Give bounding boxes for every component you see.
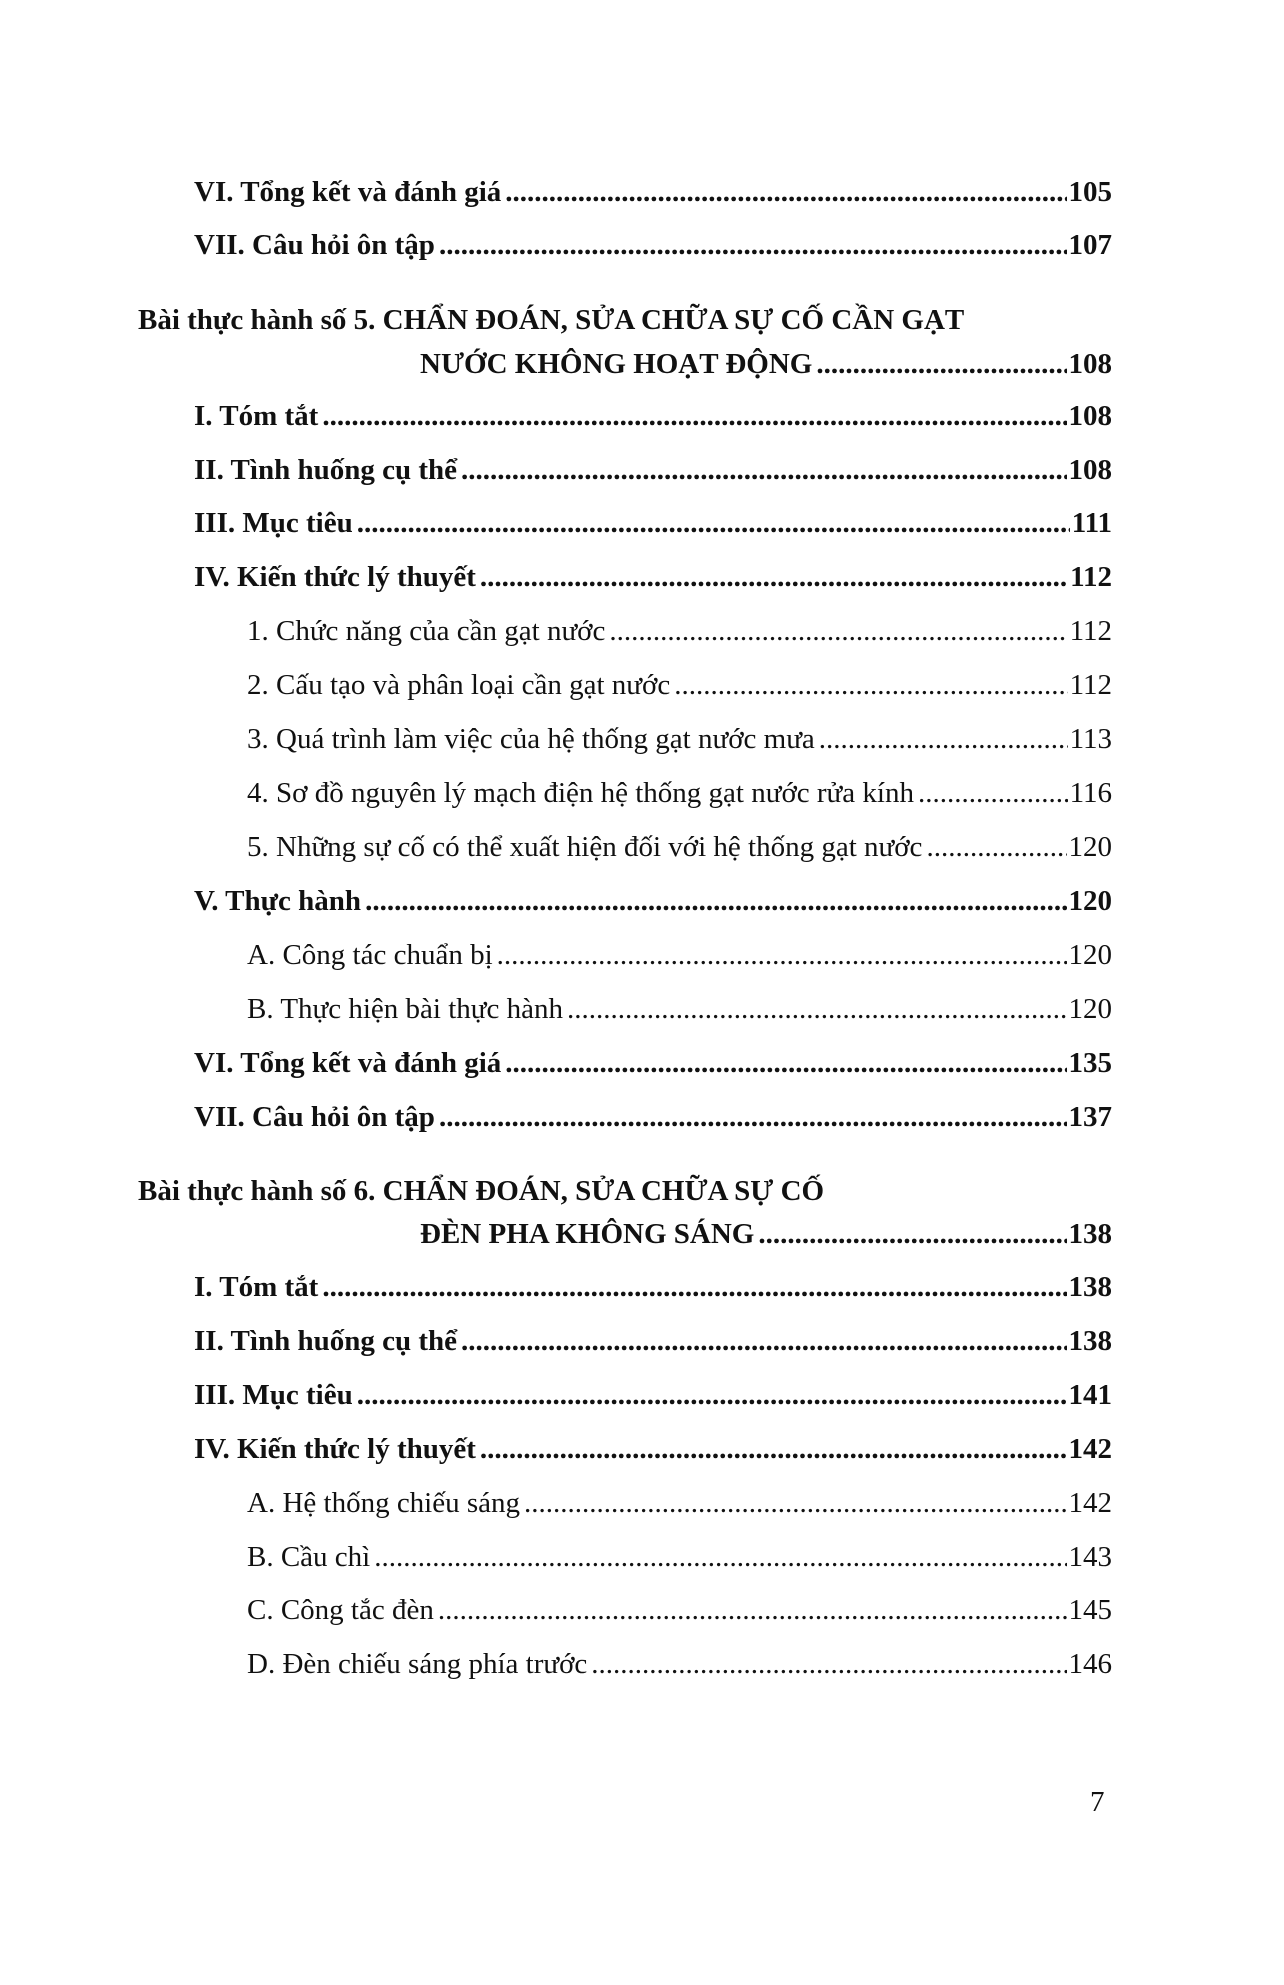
toc-entry[interactable] [194,1323,1112,1359]
toc-entry-label: B. Cầu chì [247,1541,371,1573]
toc-entry-label: VII. Câu hỏi ôn tập [194,229,435,261]
section-5-heading[interactable]: Bài thực hành số 5. CHẨN ĐOÁN, SỬA CHỮA SỰ CỐ CẦN GẠT [138,304,965,336]
toc-entry-label: A. Công tác chuẩn bị [247,939,493,971]
dot-leader [357,505,1070,541]
section-5-heading-continuation[interactable] [420,346,1112,382]
dot-leader [674,667,1067,703]
toc-entry-page: 146 [1068,1648,1112,1680]
toc-entry-label: VII. Câu hỏi ôn tập [194,1101,435,1133]
dot-leader [609,613,1067,649]
toc-entry[interactable] [194,559,1112,595]
toc-entry-page: 141 [1068,1379,1112,1411]
toc-entry[interactable] [194,452,1112,488]
toc-entry-label: IV. Kiến thức lý thuyết [194,1433,476,1465]
dot-leader [918,775,1068,811]
toc-entry-label: IV. Kiến thức lý thuyết [194,561,476,593]
dot-leader [322,398,1066,434]
toc-entry-page: 116 [1069,777,1112,809]
toc-subentry[interactable] [247,829,1112,865]
toc-entry-page: 142 [1068,1433,1112,1465]
toc-subentry[interactable] [247,721,1112,757]
toc-entry-label: I. Tóm tắt [194,400,319,432]
toc-entry-label: III. Mục tiêu [194,1379,353,1411]
toc-entry-page: 112 [1069,669,1112,701]
toc-entry-page: 138 [1068,1271,1112,1303]
toc-entry-page: 145 [1068,1594,1112,1626]
toc-entry[interactable] [194,1045,1112,1081]
dot-leader [758,1216,1066,1252]
dot-leader [505,174,1066,210]
dot-leader [524,1485,1066,1521]
toc-entry-page: 111 [1071,507,1112,539]
toc-entry-page: 143 [1068,1541,1112,1573]
toc-entry[interactable] [194,1269,1112,1305]
dot-leader [591,1646,1066,1682]
dot-leader [461,452,1067,488]
toc-entry[interactable] [194,227,1112,263]
dot-leader [567,991,1067,1027]
toc-entry-page: 108 [1068,454,1112,486]
toc-entry-page: 112 [1070,561,1112,593]
toc-entry[interactable] [194,883,1112,919]
toc-entry-label: VI. Tổng kết và đánh giá [194,1047,502,1079]
dot-leader [322,1269,1066,1305]
toc-subentry[interactable] [247,1485,1112,1521]
dot-leader [374,1539,1066,1575]
dot-leader [357,1377,1067,1413]
dot-leader [505,1045,1066,1081]
toc-subentry[interactable] [247,775,1112,811]
toc-entry-label: VI. Tổng kết và đánh giá [194,176,502,208]
dot-leader [365,883,1066,919]
toc-entry[interactable] [194,398,1112,434]
toc-entry[interactable] [194,174,1112,210]
toc-entry-page: 112 [1069,615,1112,647]
section-6-heading-continuation[interactable] [420,1216,1112,1252]
dot-leader [438,1592,1067,1628]
toc-entry-page: 120 [1068,939,1112,971]
toc-entry-page: 142 [1068,1487,1112,1519]
toc-entry-label: A. Hệ thống chiếu sáng [247,1487,521,1519]
toc-subentry[interactable] [247,1592,1112,1628]
toc-subentry[interactable] [247,991,1112,1027]
toc-entry-page: 120 [1068,831,1112,863]
toc-entry-label: I. Tóm tắt [194,1271,319,1303]
toc-entry-page: 138 [1068,1325,1112,1357]
toc-entry[interactable] [194,505,1112,541]
toc-entry[interactable] [194,1431,1112,1467]
toc-entry-label: V. Thực hành [194,885,362,917]
dot-leader [816,346,1066,382]
toc-entry-page: 138 [1068,1218,1112,1250]
toc-entry-label: 1. Chức năng của cần gạt nước [247,615,606,647]
page-number: 7 [1090,1786,1105,1818]
toc-entry-label: C. Công tắc đèn [247,1594,434,1626]
toc-subentry[interactable] [247,1646,1112,1682]
toc-subentry[interactable] [247,667,1112,703]
toc-entry-label: 4. Sơ đồ nguyên lý mạch điện hệ thống gạt nước rửa kính [247,777,914,809]
dot-leader [439,227,1067,263]
toc-entry-page: 120 [1068,885,1112,917]
dot-leader [461,1323,1067,1359]
toc-entry-label: III. Mục tiêu [194,507,353,539]
toc-entry-page: 105 [1068,176,1112,208]
toc-entry-page: 113 [1069,723,1112,755]
section-6-heading[interactable]: Bài thực hành số 6. CHẨN ĐOÁN, SỬA CHỮA SỰ CỐ [138,1175,825,1207]
toc-subentry[interactable] [247,613,1112,649]
dot-leader [819,721,1068,757]
toc-entry-label: NƯỚC KHÔNG HOẠT ĐỘNG [420,348,813,380]
toc-subentry[interactable] [247,1539,1112,1575]
toc-entry-page: 108 [1068,400,1112,432]
toc-entry[interactable] [194,1377,1112,1413]
dot-leader [497,937,1067,973]
dot-leader [439,1099,1067,1135]
toc-entry-label: 5. Những sự cố có thể xuất hiện đối với hệ thống gạt nước [247,831,923,863]
toc-entry-label: D. Đèn chiếu sáng phía trước [247,1648,588,1680]
toc-entry-label: II. Tình huống cụ thể [194,454,457,486]
toc-entry-label: B. Thực hiện bài thực hành [247,993,563,1025]
toc-entry-page: 120 [1068,993,1112,1025]
toc-entry-page: 108 [1068,348,1112,380]
toc-entry[interactable] [194,1099,1112,1135]
dot-leader [926,829,1066,865]
toc-entry-page: 107 [1068,229,1112,261]
toc-entry-label: 3. Quá trình làm việc của hệ thống gạt nước mưa [247,723,815,755]
toc-entry-label: ĐÈN PHA KHÔNG SÁNG [420,1218,755,1250]
toc-subentry[interactable] [247,937,1112,973]
toc-entry-page: 135 [1068,1047,1112,1079]
toc-entry-label: 2. Cấu tạo và phân loại cần gạt nước [247,669,671,701]
toc-entry-page: 137 [1068,1101,1112,1133]
dot-leader [480,559,1068,595]
toc-entry-label: II. Tình huống cụ thể [194,1325,457,1357]
dot-leader [480,1431,1067,1467]
